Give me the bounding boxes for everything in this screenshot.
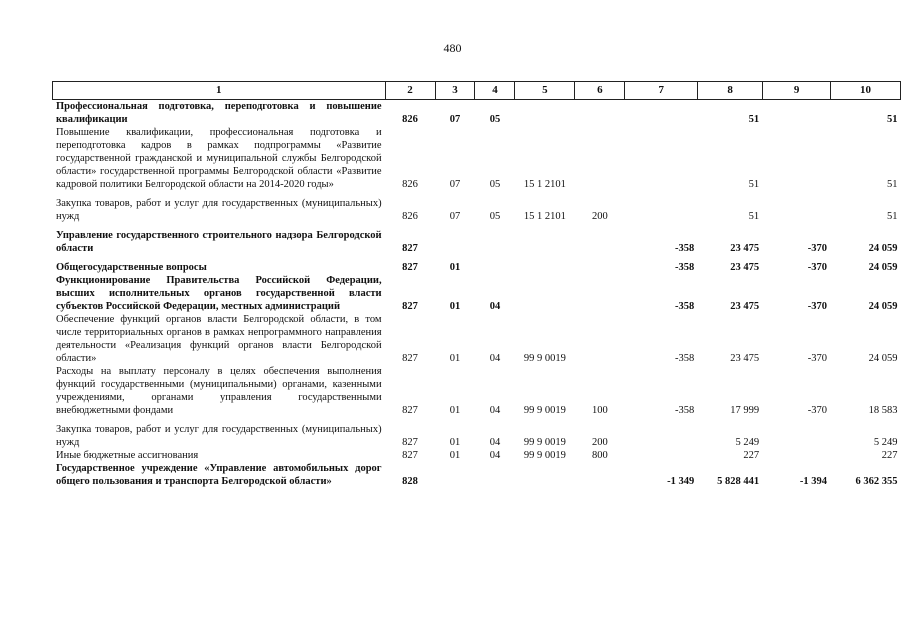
table-row	[53, 126, 901, 191]
cell-col-2: 826	[402, 179, 418, 190]
cell-col-3: 01	[449, 405, 461, 416]
row-description	[53, 191, 386, 223]
cell-col-5: 99 9 0019	[523, 437, 566, 448]
cell-col-6	[575, 274, 625, 313]
table-row	[53, 223, 901, 255]
cell-col-8: 51	[748, 211, 760, 222]
cell-col-5	[515, 462, 575, 488]
row-text: Расходы на выплату персоналу в целях обеспечения выполнения функций государственными (муниципальными) органами, казенными учреждениями, органами управления государственными внебюджетными фондами	[56, 366, 382, 416]
cell-col-5	[515, 100, 575, 127]
cell-col-6: 200	[591, 211, 608, 222]
column-header: 2	[385, 82, 435, 100]
table-row	[53, 449, 901, 462]
cell-col-9: -370	[807, 262, 828, 273]
table-row	[53, 462, 901, 488]
row-description	[53, 126, 386, 191]
cell-col-10: 51	[887, 179, 898, 190]
cell-col-5: 99 9 0019	[523, 353, 566, 364]
table-row	[53, 191, 901, 223]
row-title: Функционирование Правительства Российской Федерации, высших исполнительных органов государственной власти субъектов Российской Федерации, местных администраций	[56, 275, 382, 312]
row-title: Государственное учреждение «Управление автомобильных дорог общего пользования и транспорта Белгородской области»	[56, 463, 382, 487]
cell-col-4	[475, 223, 515, 255]
cell-col-3: 07	[449, 211, 461, 222]
cell-col-7	[625, 449, 698, 462]
cell-col-5	[515, 274, 575, 313]
cell-col-4	[475, 462, 515, 488]
cell-col-10: 5 249	[873, 437, 898, 448]
cell-col-3: 01	[449, 450, 461, 461]
cell-col-3: 01	[449, 301, 461, 312]
cell-col-10: 51	[887, 211, 898, 222]
cell-col-4: 05	[489, 179, 501, 190]
cell-col-5: 15 1 2101	[523, 179, 566, 190]
cell-col-4: 04	[489, 450, 501, 461]
column-header: 9	[763, 82, 831, 100]
cell-col-7	[625, 100, 698, 127]
cell-col-9	[763, 126, 831, 191]
row-text: Иные бюджетные ассигнования	[56, 450, 199, 461]
cell-col-7: -1 349	[667, 476, 695, 487]
cell-col-7: -358	[674, 353, 695, 364]
row-description	[53, 462, 386, 488]
cell-col-7: -358	[674, 301, 695, 312]
column-header: 5	[515, 82, 575, 100]
column-header: 6	[575, 82, 625, 100]
row-text: Закупка товаров, работ и услуг для государственных (муниципальных) нужд	[56, 198, 382, 222]
budget-table	[52, 81, 901, 488]
cell-col-8: 51	[748, 114, 760, 125]
cell-col-9	[763, 417, 831, 449]
row-description	[53, 223, 386, 255]
column-header: 4	[475, 82, 515, 100]
cell-col-6	[575, 100, 625, 127]
row-description	[53, 100, 386, 127]
cell-col-5	[515, 223, 575, 255]
cell-col-9: -370	[807, 243, 828, 254]
cell-col-7: -358	[674, 262, 695, 273]
cell-col-10: 24 059	[868, 301, 898, 312]
cell-col-10: 18 583	[868, 405, 898, 416]
cell-col-2: 826	[402, 211, 418, 222]
table-body	[53, 100, 901, 489]
cell-col-6: 800	[591, 450, 608, 461]
table-row	[53, 365, 901, 417]
cell-col-7: -358	[674, 405, 695, 416]
cell-col-3: 01	[449, 262, 461, 273]
cell-col-8: 5 828 441	[717, 476, 760, 487]
cell-col-5: 15 1 2101	[523, 211, 566, 222]
cell-col-4: 04	[489, 301, 501, 312]
cell-col-2: 828	[402, 476, 418, 487]
cell-col-4	[475, 255, 515, 274]
column-header: 10	[831, 82, 901, 100]
cell-col-8: 17 999	[730, 405, 760, 416]
cell-col-3	[435, 223, 475, 255]
table-row	[53, 255, 901, 274]
cell-col-7: -358	[674, 243, 695, 254]
row-title: Профессиональная подготовка, переподготовка и повышение квалификации	[56, 101, 382, 125]
table-row	[53, 417, 901, 449]
cell-col-2: 826	[402, 114, 418, 125]
row-text: Повышение квалификации, профессиональная подготовка и переподготовка кадров в рамках подпрограммы «Развитие государственной гражданской и муниципальной службы Белгородской области» государственной программы Белгородской области «Развитие кадровой политики Белгородской области на 2014-2020 годы»	[56, 127, 382, 190]
cell-col-2: 827	[402, 243, 418, 254]
cell-col-4: 05	[489, 211, 501, 222]
cell-col-10: 227	[881, 450, 898, 461]
row-description	[53, 255, 386, 274]
table-row	[53, 100, 901, 127]
cell-col-2: 827	[402, 450, 418, 461]
cell-col-2: 827	[402, 437, 418, 448]
cell-col-4: 04	[489, 405, 501, 416]
cell-col-4: 04	[489, 353, 501, 364]
cell-col-8: 23 475	[730, 262, 760, 273]
cell-col-10: 24 059	[868, 262, 898, 273]
cell-col-4: 04	[489, 437, 501, 448]
column-header: 3	[435, 82, 475, 100]
column-header: 1	[53, 82, 386, 100]
cell-col-10: 6 362 355	[855, 476, 898, 487]
cell-col-9	[763, 100, 831, 127]
row-description	[53, 417, 386, 449]
cell-col-8: 227	[743, 450, 760, 461]
cell-col-9: -370	[807, 301, 828, 312]
cell-col-9	[763, 449, 831, 462]
cell-col-10: 24 059	[868, 353, 898, 364]
row-description	[53, 274, 386, 313]
row-description	[53, 365, 386, 417]
cell-col-2: 827	[402, 353, 418, 364]
table-header-row	[53, 82, 901, 100]
cell-col-8: 51	[748, 179, 760, 190]
row-title: Управление государственного строительного надзора Белгородской области	[56, 230, 382, 254]
cell-col-9: -370	[807, 353, 828, 364]
row-description	[53, 313, 386, 365]
cell-col-3	[435, 462, 475, 488]
row-text: Закупка товаров, работ и услуг для государственных (муниципальных) нужд	[56, 424, 382, 448]
cell-col-7	[625, 126, 698, 191]
cell-col-2: 827	[402, 262, 418, 273]
table-row	[53, 313, 901, 365]
page-number: 480	[443, 41, 462, 55]
cell-col-6	[575, 223, 625, 255]
cell-col-8: 23 475	[730, 243, 760, 254]
cell-col-7	[625, 191, 698, 223]
cell-col-8: 23 475	[730, 301, 760, 312]
cell-col-6	[575, 126, 625, 191]
table-row	[53, 274, 901, 313]
cell-col-4: 05	[489, 114, 501, 125]
cell-col-9: -370	[807, 405, 828, 416]
cell-col-10: 51	[887, 114, 898, 125]
cell-col-2: 827	[402, 405, 418, 416]
row-description	[53, 449, 386, 462]
cell-col-10: 24 059	[868, 243, 898, 254]
cell-col-6: 100	[591, 405, 608, 416]
cell-col-8: 5 249	[735, 437, 760, 448]
column-header: 8	[698, 82, 763, 100]
cell-col-5: 99 9 0019	[523, 450, 566, 461]
row-title: Общегосударственные вопросы	[56, 262, 207, 273]
cell-col-6: 200	[591, 437, 608, 448]
cell-col-9	[763, 191, 831, 223]
cell-col-6	[575, 255, 625, 274]
cell-col-3: 01	[449, 353, 461, 364]
cell-col-3: 07	[449, 114, 461, 125]
cell-col-7	[625, 417, 698, 449]
cell-col-6	[575, 462, 625, 488]
cell-col-5	[515, 255, 575, 274]
cell-col-6	[575, 313, 625, 365]
cell-col-5: 99 9 0019	[523, 405, 566, 416]
cell-col-3: 07	[449, 179, 461, 190]
cell-col-9: -1 394	[799, 476, 828, 487]
cell-col-8: 23 475	[730, 353, 760, 364]
cell-col-3: 01	[449, 437, 461, 448]
row-text: Обеспечение функций органов власти Белгородской области, в том числе территориальных органов в рамках непрограммного направления деятельности «Реализация функций органов власти Белгородской области»	[56, 314, 382, 364]
column-header: 7	[625, 82, 698, 100]
cell-col-2: 827	[402, 301, 418, 312]
